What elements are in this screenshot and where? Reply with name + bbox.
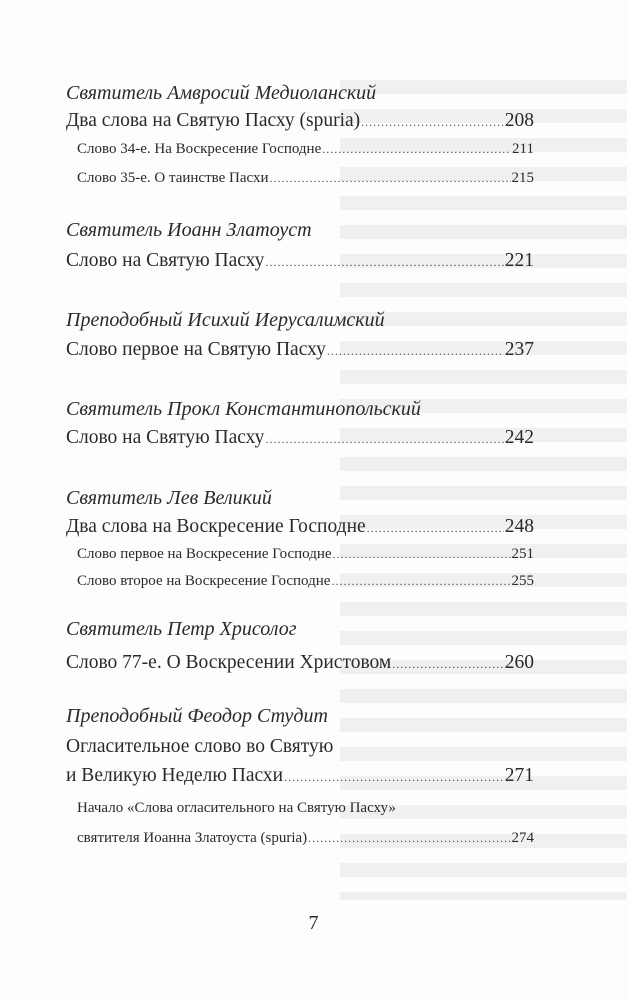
- toc-entry[interactable]: [66, 516, 534, 538]
- dot-leader: [284, 770, 504, 785]
- entry-title: Два слова на Святую Пасху (spuria): [66, 110, 361, 131]
- toc-subentry[interactable]: [77, 546, 534, 563]
- toc-subentry[interactable]: [77, 573, 534, 590]
- dot-leader: [327, 344, 504, 359]
- author-heading: Святитель Амвросий Медиоланский: [66, 82, 377, 104]
- dot-leader: [322, 142, 511, 157]
- dot-leader: [392, 657, 503, 672]
- author-heading: Святитель Лев Великий: [66, 487, 272, 509]
- toc-entry[interactable]: [66, 427, 534, 449]
- entry-page: 208: [504, 110, 534, 131]
- entry-page: 251: [511, 546, 534, 562]
- entry-page: 248: [504, 516, 534, 537]
- page-number: 7: [308, 912, 319, 934]
- toc-subentry[interactable]: [77, 170, 534, 187]
- toc-subentry[interactable]: [77, 830, 534, 847]
- entry-title: Слово 35-е. О таинстве Пасхи: [77, 170, 269, 186]
- dot-leader: [265, 432, 503, 447]
- toc-entry[interactable]: [66, 110, 534, 132]
- entry-page: 260: [504, 652, 534, 673]
- author-heading: Святитель Прокл Константинопольский: [66, 398, 421, 420]
- author-heading: Преподобный Феодор Студит: [66, 705, 328, 727]
- author-heading: Святитель Иоанн Златоуст: [66, 219, 312, 241]
- entry-title: Слово 34-е. На Воскресение Господне: [77, 141, 322, 157]
- dot-leader: [333, 547, 511, 562]
- dot-leader: [367, 521, 504, 536]
- entry-title: и Великую Неделю Пасхи: [66, 765, 284, 786]
- entry-page: 221: [504, 250, 534, 271]
- entry-title: Слово первое на Воскресение Господне: [77, 546, 332, 562]
- toc-entry[interactable]: [66, 339, 534, 361]
- entry-title-line1: Огласительное слово во Святую: [66, 736, 334, 757]
- entry-title: Слово первое на Святую Пасху: [66, 339, 326, 360]
- entry-title: святителя Иоанна Златоуста (spuria): [77, 830, 308, 846]
- entry-page: 255: [511, 573, 534, 589]
- author-heading: Святитель Петр Хрисолог: [66, 618, 297, 640]
- entry-title: Слово на Святую Пасху: [66, 250, 265, 271]
- entry-page: 215: [511, 170, 534, 186]
- entry-page: 271: [504, 765, 534, 786]
- dot-leader: [361, 115, 504, 130]
- entry-page: 237: [504, 339, 534, 360]
- dot-leader: [308, 831, 510, 846]
- dot-leader: [331, 574, 510, 589]
- subentry-title-line1: Начало «Слова огласительного на Святую Пасху»: [77, 800, 396, 816]
- toc-entry[interactable]: [66, 652, 534, 674]
- toc-entry[interactable]: [66, 765, 534, 787]
- entry-page: 211: [512, 141, 534, 157]
- entry-title: Слово на Святую Пасху: [66, 427, 265, 448]
- dot-leader: [270, 171, 511, 186]
- entry-page: 242: [504, 427, 534, 448]
- entry-page: 274: [511, 830, 534, 846]
- entry-title: Два слова на Воскресение Господне: [66, 516, 366, 537]
- entry-title: Слово 77-е. О Воскресении Христовом: [66, 652, 392, 673]
- dot-leader: [265, 255, 503, 270]
- toc-subentry[interactable]: [77, 141, 534, 158]
- entry-title: Слово второе на Воскресение Господне: [77, 573, 331, 589]
- toc-entry[interactable]: [66, 250, 534, 272]
- author-heading: Преподобный Исихий Иерусалимский: [66, 309, 385, 331]
